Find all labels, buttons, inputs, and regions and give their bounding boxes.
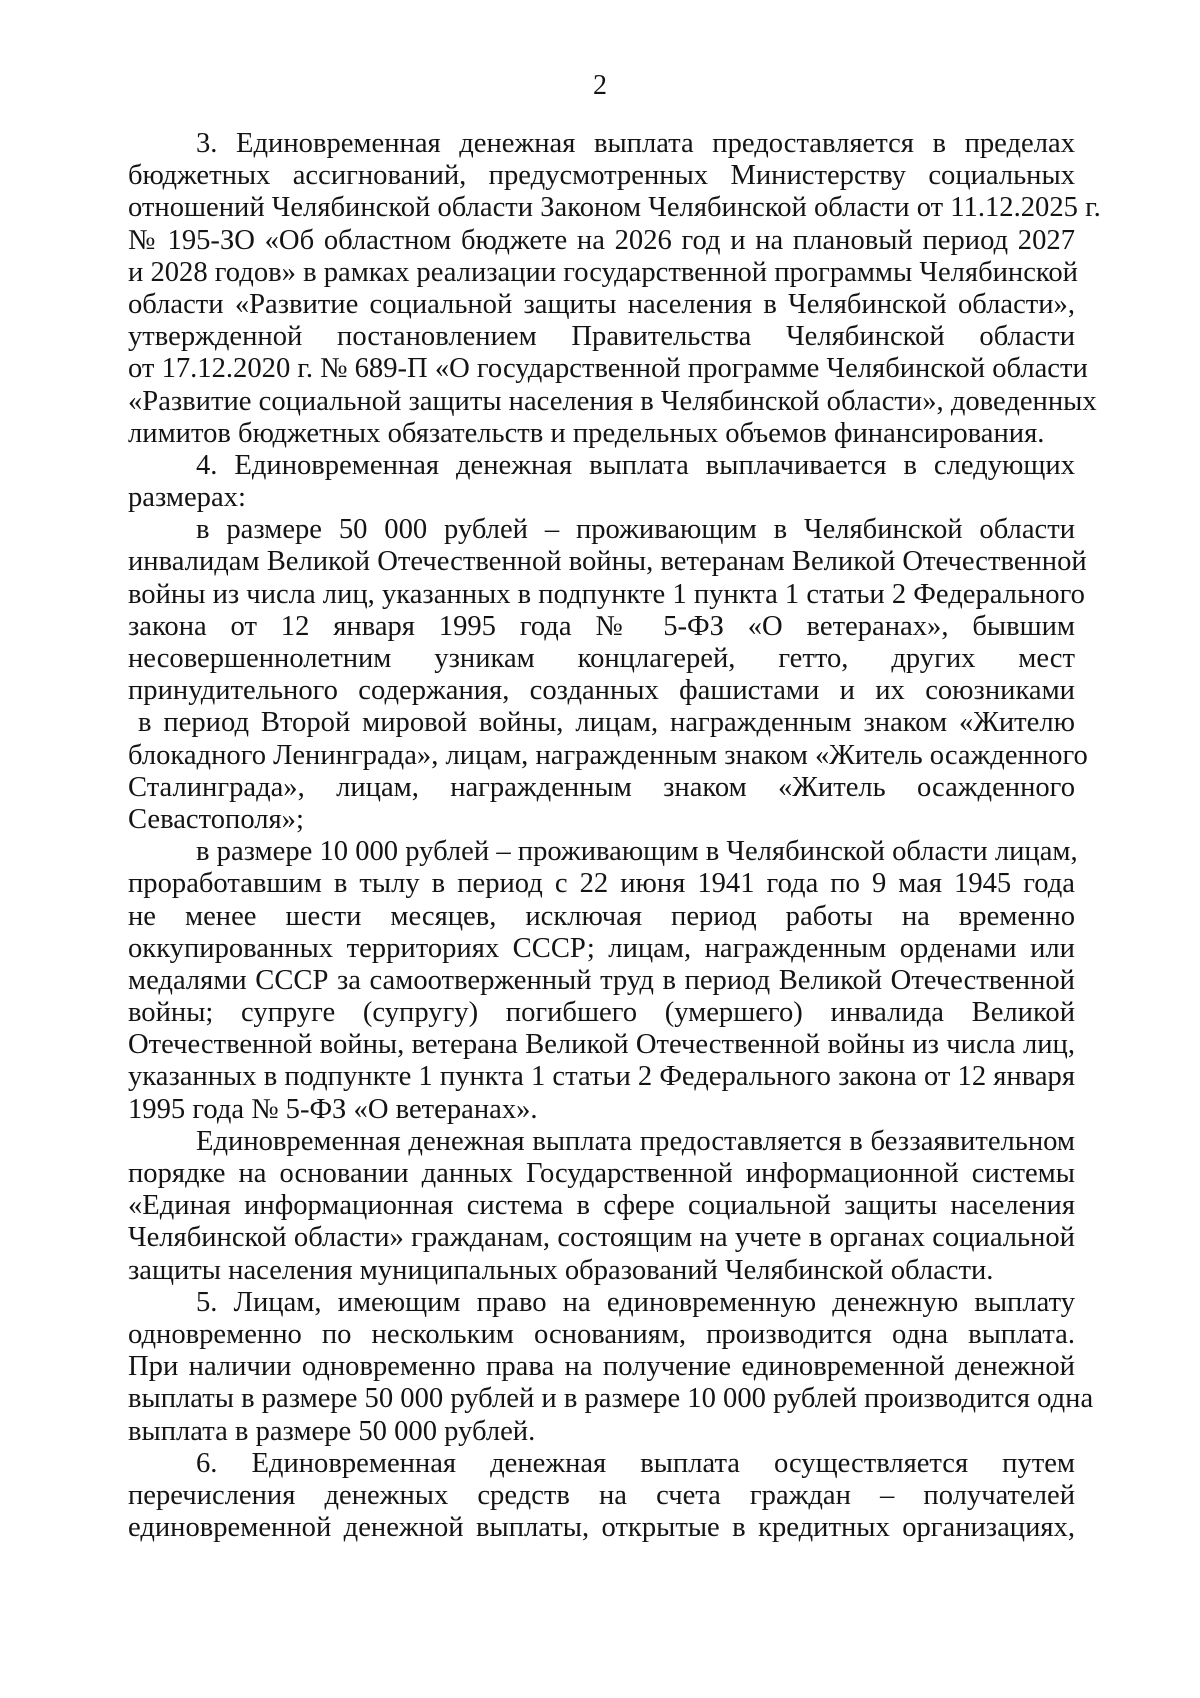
text-line: № 195-ЗО «Об областном бюджете на 2026 год и на плановый период 2027 xyxy=(128,224,1075,256)
text-line: утвержденной постановлением Правительства Челябинской области xyxy=(128,321,1075,353)
text-line: 3. Единовременная денежная выплата предоставляется в пределах xyxy=(196,128,1075,159)
paragraph-amount-50000 xyxy=(128,514,1088,836)
text-line: 6. Единовременная денежная выплата осуществляется путем xyxy=(196,1447,1075,1479)
text-line: отношений Челябинской области Законом Челябинской области от 11.12.2025 г. xyxy=(128,192,1101,224)
page-number: 2 xyxy=(593,70,607,101)
text-line: Сталинграда», лицам, награжденным знаком «Житель осажденного xyxy=(128,771,1075,803)
text-line: Челябинской области» гражданам, состоящим на учете в органах социальной xyxy=(128,1222,1075,1254)
paragraph-item-6 xyxy=(128,1448,1075,1545)
text-line: инвалидам Великой Отечественной войны, ветеранам Великой Отечественной xyxy=(128,546,1087,578)
text-line: войны; супруге (супругу) погибшего (умершего) инвалида Великой xyxy=(128,997,1075,1029)
text-line: закона от 12 января 1995 года № 5-ФЗ «О ветеранах», бывшим xyxy=(128,610,1075,642)
text-line: блокадного Ленинграда», лицам, награжденным знаком «Житель осажденного xyxy=(128,739,1088,771)
text-line: 1995 года № 5-ФЗ «О ветеранах». xyxy=(128,1093,538,1125)
text-line: от 17.12.2020 г. № 689-П «О государственной программе Челябинской области xyxy=(128,353,1088,385)
text-line: указанных в подпункте 1 пункта 1 статьи 2 Федерального закона от 12 января xyxy=(128,1061,1075,1093)
text-line: Единовременная денежная выплата предоставляется в беззаявительном xyxy=(196,1125,1075,1157)
text-line: оккупированных территориях СССР; лицам, награжденным орденами или xyxy=(128,932,1075,964)
text-line: 4. Единовременная денежная выплата выплачивается в следующих xyxy=(196,449,1075,481)
text-line: войны из числа лиц, указанных в подпункте 1 пункта 1 статьи 2 Федерального xyxy=(128,578,1085,610)
text-line: медалями СССР за самоотверженный труд в период Великой Отечественной xyxy=(128,964,1075,996)
text-line: и 2028 годов» в рамках реализации государственной программы Челябинской xyxy=(128,256,1078,288)
text-line: «Единая информационная система в сфере социальной защиты населения xyxy=(128,1190,1075,1222)
text-line: проработавшим в тылу в период с 22 июня 1941 года по 9 мая 1945 года xyxy=(128,868,1075,900)
text-line: принудительного содержания, созданных фашистами и их союзниками xyxy=(128,675,1075,707)
text-line: При наличии одновременно права на получение единовременной денежной xyxy=(128,1351,1075,1383)
paragraph-item-5 xyxy=(128,1286,1094,1448)
document-body xyxy=(128,128,1101,1544)
text-line: в размере 50 000 рублей – проживающим в Челябинской области xyxy=(196,514,1075,546)
text-line: защиты населения муниципальных образований Челябинской области. xyxy=(128,1254,994,1286)
text-line: порядке на основании данных Государственной информационной системы xyxy=(128,1158,1075,1189)
text-line: Отечественной войны, ветерана Великой Отечественной войны из числа лиц, xyxy=(128,1029,1075,1061)
text-line: бюджетных ассигнований, предусмотренных Министерству социальных xyxy=(128,160,1075,192)
text-line: в размере 10 000 рублей – проживающим в Челябинской области лицам, xyxy=(196,836,1078,868)
paragraph-amount-10000 xyxy=(128,836,1078,1126)
text-line: области «Развитие социальной защиты населения в Челябинской области», xyxy=(128,288,1075,320)
text-line: Севастополя»; xyxy=(128,803,304,835)
paragraph-item-3 xyxy=(128,128,1101,450)
text-line: лимитов бюджетных обязательств и предельных объемов финансирования. xyxy=(128,417,1045,449)
text-line: «Развитие социальной защиты населения в Челябинской области», доведенных xyxy=(128,385,1097,417)
text-line: несовершеннолетним узникам концлагерей, гетто, других мест xyxy=(128,643,1075,674)
text-line: единовременной денежной выплаты, открытые в кредитных организациях, xyxy=(128,1512,1075,1544)
paragraph-item-4 xyxy=(128,450,1075,514)
text-line: 5. Лицам, имеющим право на единовременную денежную выплату xyxy=(196,1286,1075,1318)
text-line: выплата в размере 50 000 рублей. xyxy=(128,1415,536,1447)
text-line: перечисления денежных средств на счета граждан – получателей xyxy=(128,1479,1075,1511)
text-line: выплаты в размере 50 000 рублей и в размере 10 000 рублей производится одна xyxy=(128,1383,1094,1415)
paragraph-provision-order xyxy=(128,1126,1075,1287)
text-line: размерах: xyxy=(128,482,246,514)
text-line: не менее шести месяцев, исключая период работы на временно xyxy=(128,900,1075,932)
text-line: одновременно по нескольким основаниям, производится одна выплата. xyxy=(128,1318,1075,1350)
text-line: в период Второй мировой войны, лицам, награжденным знаком «Жителю xyxy=(138,707,1075,739)
